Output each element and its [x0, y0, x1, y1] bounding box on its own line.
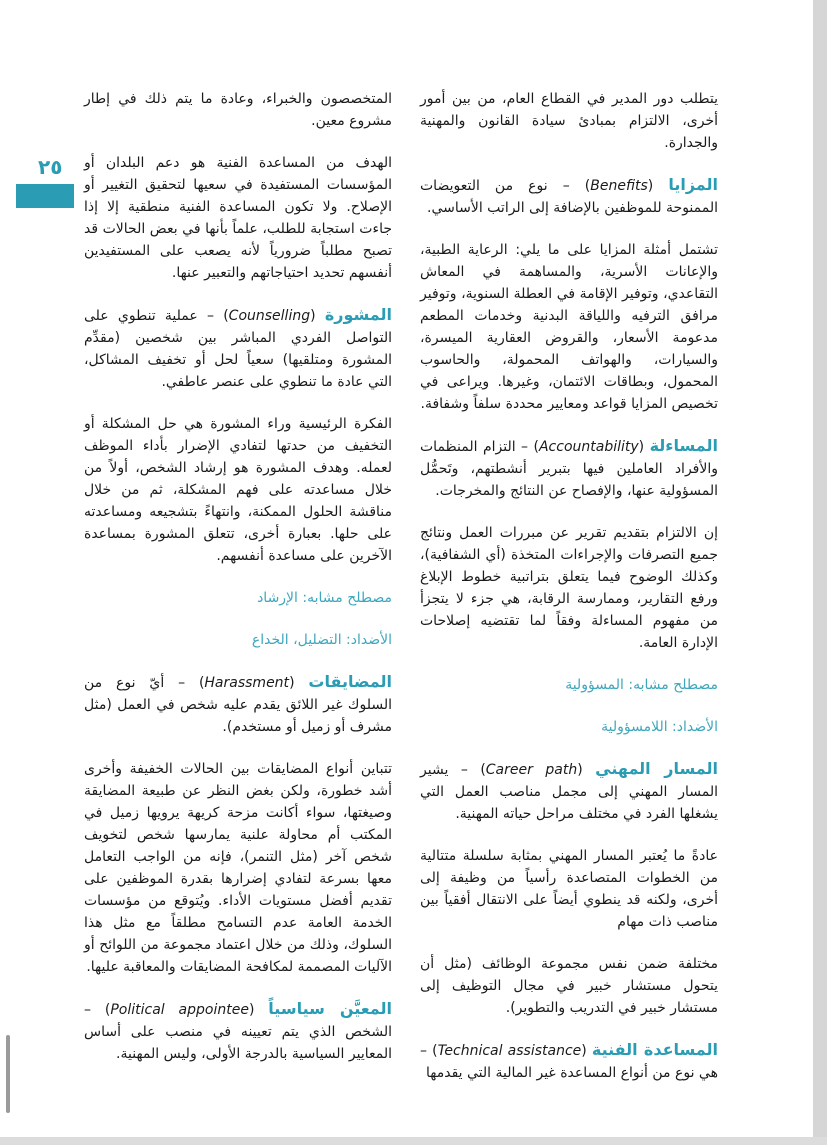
term-latin: Accountability [538, 439, 639, 455]
term-title: المشورة [324, 305, 392, 324]
term-title: المضايقات [308, 672, 392, 691]
paragraph: تتباين أنواع المضايقات بين الحالات الخفيفة وأخرى أشد خطورة، ولكن بغض النظر عن طبيعة المضايقة وصيغتها، سواء أكانت مزحة كريهة يرويها زميل في المكتب أم محاولة علنية يمارسها شخص لتخويف شخص آخر (مثل التنمر)، فإنه من الواجب التعامل معها بسرعة لتفادي إضرارها بقدرة الموظفين على تقديم أفضل مستويات الأداء. ويُتوقع من مؤسسات الخدمة العامة عدم التسامح مطلقاً مع مثل هذا السلوك، وذلك من خلال اعتماد مجموعة من اللوائح أو الآليات المصممة لمكافحة المضايقات والمعاقبة عليها. [84, 761, 392, 975]
paragraph: عادةً ما يُعتبر المسار المهني بمثابة سلسلة متتالية من الخطوات المتصاعدة رأسياً من وظيفة إلى أخرى، ولكنه قد ينطوي أيضاً على الانتقال أفقياً بين مناصب ذات مهام [420, 848, 718, 930]
term-definition: – يشير المسار المهني إلى مجمل مناصب العمل التي يشغلها الفرد في مختلف مراحل حياته المهنية. [420, 762, 718, 822]
term-definition: – عملية تنطوي على التواصل الفردي المباشر بين شخصين (مقدِّم المشورة ومتلقيها) سعياً لحل أو تخفيف المشاكل، التي عادة ما تنطوي على عنصر عاطفي. [84, 308, 392, 390]
term-definition: – نوع من التعويضات الممنوحة للموظفين بالإضافة إلى الراتب الأساسي. [420, 178, 718, 216]
similar-term: مصطلح مشابه: الإرشاد [257, 590, 392, 606]
term-definition: – التزام المنظمات والأفراد العاملين فيها بتبرير أنشطتهم، وتَحمُّل المسؤولية عنها، والإفصاح عن النتائج والمخرجات. [420, 439, 718, 499]
antonyms: الأضداد: اللامسؤولية [601, 719, 718, 735]
term-title: المزايا [668, 175, 719, 194]
synonyms-block [420, 674, 718, 738]
term-latin: Career path [485, 762, 578, 778]
page-tab-marker [16, 184, 74, 208]
entry-counselling: المشورة (Counselling) – عملية تنطوي على التواصل الفردي المباشر بين شخصين (مقدِّم المشورة ومتلقيها) سعياً لحل أو تخفيف المشاكل، التي عادة ما تنطوي على عنصر عاطفي. [84, 305, 392, 390]
synonyms-block [84, 587, 392, 651]
term-definition: – هي نوع من أنواع المساعدة غير المالية التي يقدمها [420, 1043, 718, 1081]
term-latin: Harassment [204, 675, 290, 691]
term-latin: Benefits [590, 178, 648, 194]
viewer-bottom-edge [0, 1137, 827, 1145]
paragraph: الهدف من المساعدة الفنية هو دعم البلدان أو المؤسسات المستفيدة في سعيها لتحقيق التغيير أو الإصلاح. ولا تكون المساعدة الفنية منطقية إلا إذا جاءت استجابة للطلب، علماً بأنها في بعض الحالات قد تصبح مطلباً ضرورياً لأنه يصعب على المستفيدين أنفسهم تحديد احتياجاتهم والتعبير عنها. [84, 155, 392, 281]
paragraph: تشتمل أمثلة المزايا على ما يلي: الرعاية الطبية، والإعانات الأسرية، والمساهمة في المعاش التقاعدي، وتوفير الإقامة في العطلة السنوية، وتوفير مرافق الترفيه واللياقة البدنية وخدمات المطعم مدعومة الأسعار، والقروض العقارية الميسرة، والسيارات، والهواتف المحمولة، والحاسوب المحمول، وبطاقات الائتمان، وغيرها. ويراعى في تخصيص المزايا قواعد ومعايير محددة سلفاً وشفافة. [420, 242, 718, 412]
entry-harassment: المضايقات (Harassment) – أيّ نوع من السلوك غير اللائق يقدم عليه شخص في العمل (مثل مشرف أو زميل أو مستخدم). [84, 672, 392, 735]
paragraph: المتخصصون والخبراء، وعادة ما يتم ذلك في إطار مشروع معين. [84, 91, 392, 129]
term-definition: – الشخص الذي يتم تعيينه في منصب على أساس المعايير السياسية بالدرجة الأولى، وليس المهنية. [84, 1002, 392, 1062]
entry-accountability: المساءلة (Accountability) – التزام المنظمات والأفراد العاملين فيها بتبرير أنشطتهم، وتَحمُّل المسؤولية عنها، والإفصاح عن النتائج والمخرجات. [420, 436, 718, 499]
entry-benefits: المزايا (Benefits) – نوع من التعويضات الممنوحة للموظفين بالإضافة إلى الراتب الأساسي. [420, 175, 719, 216]
term-latin: Technical assistance [437, 1043, 582, 1059]
right-column [420, 88, 718, 1104]
term-title: المعيَّن سياسياً [268, 999, 393, 1018]
term-latin: Counselling [228, 308, 311, 324]
entry-career-path: المسار المهني (Career path) – يشير المسار المهني إلى مجمل مناصب العمل التي يشغلها الفرد في مختلف مراحل حياته المهنية. [420, 759, 718, 822]
term-latin: Political appointee [110, 1002, 249, 1018]
term-title: المساعدة الفنية [591, 1040, 718, 1059]
term-title: المسار المهني [595, 759, 718, 778]
paragraph: يتطلب دور المدير في القطاع العام، من بين أمور أخرى، الالتزام بمبادئ سيادة القانون والمهنية والجدارة. [420, 91, 718, 151]
term-definition: – أيّ نوع من السلوك غير اللائق يقدم عليه شخص في العمل (مثل مشرف أو زميل أو مستخدم). [84, 675, 392, 735]
scrollbar-thumb[interactable] [6, 1035, 10, 1113]
term-title: المساءلة [649, 436, 718, 455]
paragraph: الفكرة الرئيسية وراء المشورة هي حل المشكلة أو التخفيف من حدتها لتفادي الإضرار بأداء الموظف لعمله. وهدف المشورة هو إرشاد الشخص، أولاً من خلال مساعدته على فهم المشكلة، ثم من خلال مناقشة الحلول الممكنة، وانتهاءً بتشجيعه ومساعدته على حلها. بعبارة أخرى، تتعلق المشورة بمساعدة الآخرين على مساعدة أنفسهم. [84, 416, 392, 564]
entry-technical-assistance: المساعدة الفنية (Technical assistance) – هي نوع من أنواع المساعدة غير المالية التي يقدمها [420, 1040, 718, 1081]
viewer-right-edge [813, 0, 827, 1145]
paragraph: مختلفة ضمن نفس مجموعة الوظائف (مثل أن يتحول مستشار خبير في مجال التوظيف إلى مستشار خبير في التدريب والتطوير). [420, 956, 718, 1016]
similar-term: مصطلح مشابه: المسؤولية [565, 677, 718, 693]
left-column [84, 88, 392, 1085]
entry-political-appointee: المعيَّن سياسياً (Political appointee) – الشخص الذي يتم تعيينه في منصب على أساس المعايير السياسية بالدرجة الأولى، وليس المهنية. [84, 999, 393, 1062]
page-number: ٢٥ [38, 155, 63, 179]
paragraph: إن الالتزام بتقديم تقرير عن مبررات العمل ونتائج جميع التصرفات والإجراءات المتخذة (أي الشفافية)، وكذلك الوضوح فيما يتعلق بتراتبية خطوط الإبلاغ ورفع التقارير، وممارسة الرقابة، هي جزء لا يتجزأ من مفهوم المساءلة وفقاً لما تقتضيه إصلاحات الإدارة العامة. [420, 525, 718, 651]
antonyms: الأضداد: التضليل، الخداع [251, 632, 392, 648]
